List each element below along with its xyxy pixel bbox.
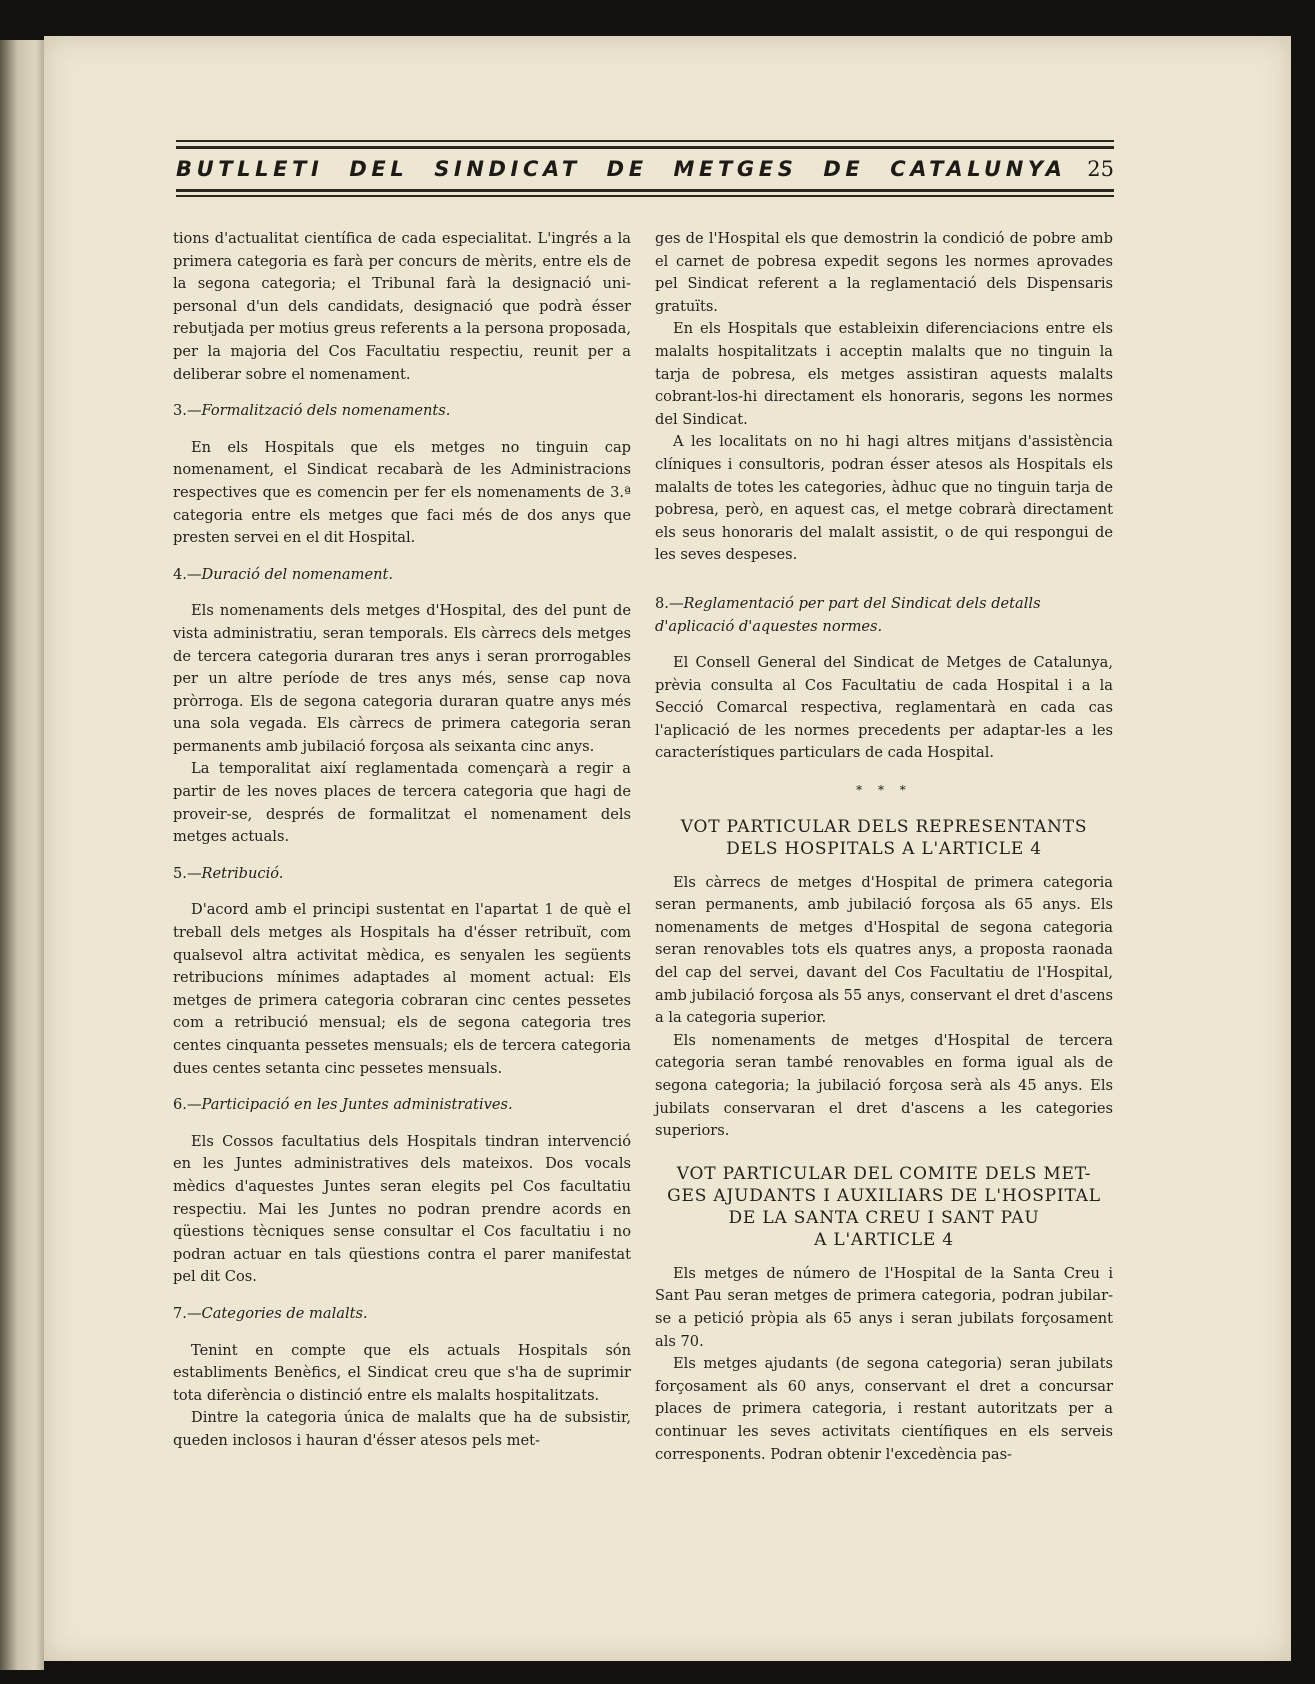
section-number: 8. [655,594,669,612]
heading-line: DE LA SANTA CREU I SANT PAU [728,1207,1040,1228]
masthead-rule-top [176,140,1114,142]
section-heading-7 [173,1303,631,1326]
heading-line: VOT PARTICULAR DEL COMITE DELS MET- [676,1163,1092,1184]
paragraph: tions d'actualitat científica de cada especialitat. L'ingrés a la primera categoria es farà per concurs de mèrits, entre els de la segona categoria; el Tribunal farà la designació uni-personal d'un dels candidats, designació que podrà ésser rebutjada per motius greus referents a la persona proposada, per la majoria del Cos Facultatiu respectiu, reunit per a deliberar sobre el nomenament. [173,230,631,383]
heading-line: GES AJUDANTS I AUXILIARS DE L'HOSPITAL [667,1185,1101,1206]
section-separator: * * * [856,783,912,798]
heading-line: DELS HOSPITALS A L'ARTICLE 4 [726,838,1042,859]
masthead [176,152,1114,186]
section-title: —Retribució. [186,864,284,882]
masthead-rule-bottom-thick [176,189,1114,192]
page-number: 25 [1087,157,1114,181]
section-heading-4 [173,564,631,587]
section-number: 3. [173,402,187,420]
paragraph: El Consell General del Sindicat de Metges de Catalunya, prèvia consulta al Cos Facultatiu de cada Hospital i a la Secció Comarcal respectiva, reglamentarà en cada cas l'aplicació de les normes precedents per adaptar-les a les característiques particulars de cada Hospital. [655,654,1113,762]
paragraph: Els metges de número de l'Hospital de la Santa Creu i Sant Pau seran metges de primera categoria, podran jubilar-se a petició pròpia als 65 anys i seran jubilats forçosament als 70. [655,1264,1113,1350]
section-number: 4. [173,565,187,583]
paragraph: D'acord amb el principi sustentat en l'apartat 1 de què el treball dels metges als Hospitals ha d'ésser retribuït, com qualsevol altra activitat mèdica, es senyalen les següents retribucions mínimes adaptades al moment actual: Els metges de primera categoria cobraran cinc centes pessetes com a retribució mensual; els de segona categoria tres centes cinquanta pessetes mensuals; els de tercera categoria dues centes setanta cinc pessetes mensuals. [173,901,631,1077]
section-heading-6 [173,1094,631,1117]
section-title: —Categories de malalts. [186,1304,368,1322]
paragraph: La temporalitat així reglamentada començarà a regir a partir de les noves places de tercera categoria que hagi de proveir-se, després de formalitzat el nomenament dels metges actuals. [173,760,631,846]
paragraph: Dintre la categoria única de malalts que ha de subsistir, queden inclosos i hauran d'ésser atesos pels met- [173,1409,631,1449]
section-heading-3 [173,400,631,423]
section-title: —Participació en les Juntes administratives. [186,1096,513,1114]
paragraph: En els Hospitals que estableixin diferenciacions entre els malalts hospitalitzats i acceptin malalts que no tinguin la tarja de pobresa, els metges assistiran aquests malalts cobrant-los-hi directament els honoraris, segons les normes del Sindicat. [655,320,1113,428]
heading-line: VOT PARTICULAR DELS REPRESENTANTS [680,816,1088,837]
section-number: 7. [173,1304,187,1322]
paragraph: ges de l'Hospital els que demostrin la condició de pobre amb el carnet de pobresa expedit segons les normes aprovades pel Sindicat referent a la reglamentació dels Dispensaris gratuïts. [655,230,1113,315]
right-column [655,228,1113,1466]
masthead-rule-bottom [176,195,1114,197]
section-heading-5 [173,863,631,886]
paragraph: Els metges ajudants (de segona categoria) seran jubilats forçosament als 60 anys, conservant el dret a concursar places de primera categoria, i restant autoritzats per a continuar les seves activitats científiques en els serveis corresponents. Podran obtenir l'excedència pas- [655,1355,1113,1463]
journal-title: BUTLLETI DEL SINDICAT DE METGES DE CATALUNYA [176,157,1067,181]
paragraph: A les localitats on no hi hagi altres mitjans d'assistència clíniques i consultoris, podran ésser atesos als Hospitals els malalts de totes les categories, àdhuc que no tinguin tarja de pobresa, però, en aquest cas, el metge cobrarà directament els seus honoraris del malalt assistit, o de qui respongui de les seves despeses. [655,433,1113,564]
paragraph: Els càrrecs de metges d'Hospital de primera categoria seran permanents, amb jubilació forçosa als 65 anys. Els nomenaments de metges d'Hospital de segona categoria seran renovables tots els quatres anys, a proposta raonada del cap del servei, davant del Cos Facultatiu de l'Hospital, amb jubilació forçosa als 55 anys, conservant el dret d'ascens a la categoria superior. [655,873,1113,1027]
vot-particular-heading-2 [655,1163,1113,1251]
section-title: —Duració del nomenament. [186,565,393,583]
adjacent-page-edge [0,40,44,1670]
paragraph: Els nomenaments de metges d'Hospital de tercera categoria seran també renovables en forma igual als de segona categoria; la jubilació forçosa serà als 45 anys. Els jubilats conservaran el dret d'ascens a les categories superiors. [655,1031,1113,1140]
section-title: —Reglamentació per part del Sindicat dels detalls d'aplicació d'aquestes normes. [655,594,1041,635]
heading-line: A L'ARTICLE 4 [814,1229,954,1250]
section-number: 6. [173,1096,187,1114]
paragraph: Els nomenaments dels metges d'Hospital, des del punt de vista administratiu, seran temporals. Els càrrecs dels metges de tercera categoria duraran tres anys i seran prorrogables per un altre període de tres anys més, sense cap nova pròrroga. Els de segona categoria duraran quatre anys més una sola vegada. Els càrrecs de primera categoria seran permanents amb jubilació forçosa als seixanta cinc anys. [173,602,631,755]
left-column [173,228,631,1453]
paragraph: En els Hospitals que els metges no tinguin cap nomenament, el Sindicat recabarà de les Administracions respectives que es comencin per fer els nomenaments de 3.ª categoria entre els metges que faci més de dos anys que presten servei en el dit Hospital. [173,438,631,547]
section-number: 5. [173,864,187,882]
paragraph: Tenint en compte que els actuals Hospitals són establiments Benèfics, el Sindicat creu que s'ha de suprimir tota diferència o distinció entre els malalts hospitalitzats. [173,1341,631,1404]
paragraph: Els Cossos facultatius dels Hospitals tindran intervenció en les Juntes administratives dels mateixos. Dos vocals mèdics d'aquestes Juntes seran elegits pel Cos facultatiu respectiu. Mai les Juntes no podran prendre acords en qüestions tècniques sense consultar el Cos facultatiu i no podran actuar en tals qüestions contra el parer manifestat pel dit Cos. [173,1132,631,1286]
section-heading-8 [655,593,1113,638]
section-title: —Formalització dels nomenaments. [186,402,451,420]
masthead-rule-top-thick [176,146,1114,149]
vot-particular-heading-1 [655,816,1113,860]
